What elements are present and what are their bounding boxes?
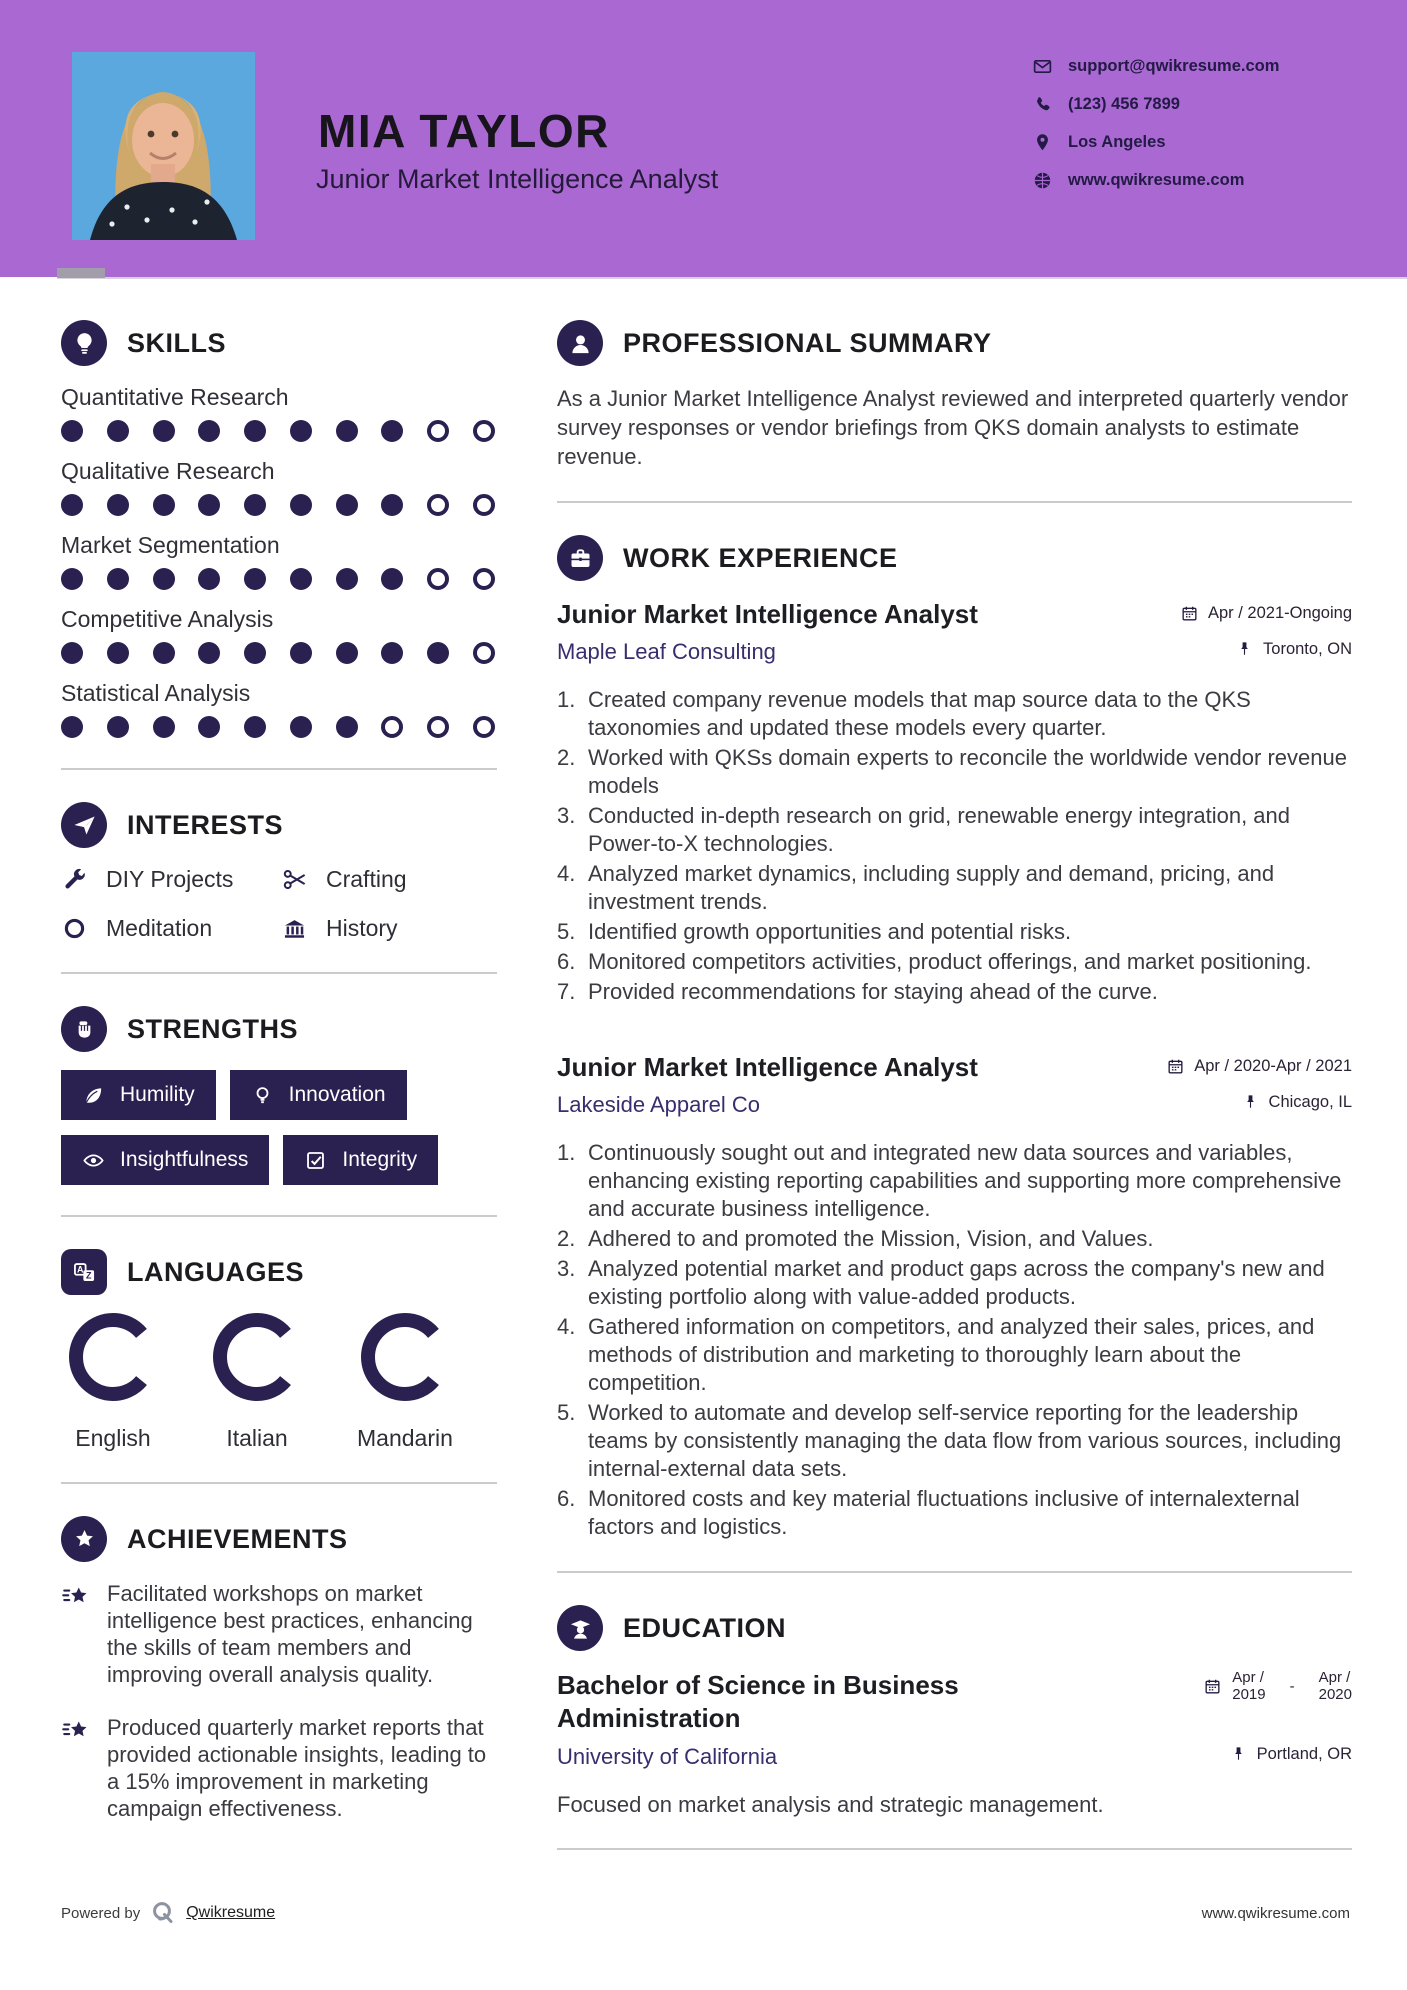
language-label: English — [75, 1425, 151, 1451]
rating-dot-filled — [290, 420, 312, 442]
skills-heading: SKILLS — [127, 327, 227, 358]
job-date — [1180, 604, 1352, 623]
education-dates — [1203, 1669, 1352, 1703]
achievement-item — [61, 1714, 497, 1822]
skill-label: Qualitative Research — [61, 458, 275, 484]
strength-humility — [61, 1070, 216, 1120]
rating-dot-filled — [381, 420, 403, 442]
powered-by-label: Powered by — [61, 1904, 141, 1922]
rating-dot-filled — [336, 420, 358, 442]
job-entry-1 — [557, 599, 1352, 1006]
strength-insightfulness — [61, 1135, 269, 1185]
rating-dot-filled — [381, 494, 403, 516]
calendar-icon — [1166, 1057, 1185, 1076]
languages-heading: LANGUAGES — [127, 1256, 305, 1287]
rating-dot-filled — [244, 642, 266, 664]
language-item — [213, 1313, 301, 1452]
interest-history — [281, 915, 497, 942]
edu-date-start-year: 2019 — [1232, 1686, 1266, 1703]
sidebar — [61, 320, 497, 1848]
interest-label: DIY Projects — [106, 866, 234, 892]
skill-item — [61, 532, 497, 590]
strengths-row-1 — [61, 1070, 497, 1120]
contact-location — [1032, 132, 1279, 153]
language-level-ring — [69, 1313, 157, 1401]
rating-dot-filled — [61, 420, 83, 442]
strengths-section-header — [61, 1006, 497, 1052]
job-bullet: Worked with QKSs domain experts to reconcile the worldwide vendor revenue models — [588, 745, 1347, 798]
person-icon — [557, 320, 603, 366]
languages-list — [61, 1313, 497, 1452]
education-entry — [557, 1669, 1352, 1735]
scissors-icon — [281, 866, 308, 893]
language-label: Mandarin — [357, 1425, 453, 1451]
job-date-text: Apr / 2021-Ongoing — [1207, 604, 1352, 622]
rating-dot-filled — [290, 568, 312, 590]
calendar-icon — [1180, 604, 1199, 623]
checkbox-icon — [304, 1149, 327, 1172]
rating-dot-empty — [473, 420, 495, 442]
strength-label: Insightfulness — [120, 1148, 249, 1171]
translate-icon — [61, 1249, 107, 1295]
job-bullet: Analyzed market dynamics, including supply and demand, pricing, and investment trends. — [588, 861, 1275, 914]
strength-label: Integrity — [342, 1148, 418, 1171]
rating-dot-empty — [473, 494, 495, 516]
rating-dot-empty — [427, 420, 449, 442]
contact-block — [1032, 56, 1279, 191]
section-divider — [61, 1482, 497, 1484]
language-level-ring — [361, 1313, 449, 1401]
achievements-heading: ACHIEVEMENTS — [127, 1523, 348, 1554]
svg-text:A: A — [76, 1264, 83, 1274]
contact-email — [1032, 56, 1279, 77]
location-icon — [1032, 132, 1053, 153]
language-item — [69, 1313, 157, 1452]
rating-dot-filled — [290, 642, 312, 664]
phone-icon — [1032, 94, 1053, 115]
rating-dot-filled — [381, 568, 403, 590]
rating-dot-empty — [427, 716, 449, 738]
job-bullet: Conducted in-depth research on grid, renewable energy integration, and Power-to-X technologies. — [588, 803, 1291, 856]
svg-text:Z: Z — [85, 1270, 92, 1281]
job-bullet: Analyzed potential market and product gaps across the company's new and existing portfolio along with value-added products. — [588, 1256, 1325, 1309]
rating-dot-filled — [244, 716, 266, 738]
experience-section-header — [557, 535, 1352, 581]
skill-label: Market Segmentation — [61, 532, 280, 558]
job-date — [1166, 1057, 1352, 1076]
skill-label: Statistical Analysis — [61, 680, 251, 706]
candidate-title: Junior Market Intelligence Analyst — [316, 164, 719, 194]
job-bullet: Gathered information on competitors, and analyzed their sales, prices, and methods of distribution and marketing to thoroughly learn about the competition. — [588, 1314, 1315, 1395]
skill-item — [61, 384, 497, 442]
skill-rating-dots — [61, 568, 495, 590]
summary-text: As a Junior Market Intelligence Analyst reviewed and interpreted quarterly vendor survey responses or vendor briefings from QKS domain analysts to estimate revenue. — [557, 386, 1349, 469]
page-edge-shadow — [57, 277, 1407, 279]
footer — [61, 1900, 1350, 1926]
star-icon — [61, 1516, 107, 1562]
email-icon — [1032, 56, 1053, 77]
interest-label: Crafting — [326, 866, 407, 892]
strength-label: Innovation — [288, 1083, 386, 1106]
job-bullet: Identified growth opportunities and potential risks. — [588, 919, 1072, 944]
section-divider — [557, 1848, 1352, 1850]
pushpin-icon — [1235, 640, 1254, 659]
skills-section-header — [61, 320, 497, 366]
skill-item — [61, 458, 497, 516]
job-bullet: Adhered to and promoted the Mission, Vision, and Values. — [588, 1226, 1154, 1251]
briefcase-icon — [557, 535, 603, 581]
candidate-name: MIA TAYLOR — [318, 105, 610, 157]
fist-icon — [61, 1006, 107, 1052]
rating-dot-filled — [61, 716, 83, 738]
job-date-text: Apr / 2020-Apr / 2021 — [1194, 1057, 1352, 1075]
rating-dot-filled — [107, 494, 129, 516]
interest-meditation — [61, 915, 281, 942]
job-location-text: Toronto, ON — [1263, 640, 1352, 658]
job-bullet: Worked to automate and develop self-service reporting for the leadership teams by consistently managing the data flow from various sources, including internal-external data sets. — [588, 1400, 1342, 1481]
interest-label: Meditation — [106, 915, 213, 941]
rating-dot-filled — [153, 642, 175, 664]
calendar-icon — [1203, 1677, 1222, 1696]
rating-dot-filled — [198, 568, 220, 590]
rating-dot-filled — [61, 642, 83, 664]
education-location-text: Portland, OR — [1256, 1745, 1352, 1763]
pushpin-icon — [1229, 1745, 1248, 1764]
strength-innovation — [230, 1070, 407, 1120]
strength-integrity — [283, 1135, 438, 1185]
job-bullets — [557, 686, 1352, 1006]
job-bullets — [557, 1139, 1352, 1541]
section-divider — [557, 501, 1352, 503]
job-location — [1241, 1093, 1352, 1112]
rating-dot-filled — [381, 642, 403, 664]
rating-dot-filled — [427, 642, 449, 664]
contact-email-text: support@qwikresume.com — [1068, 57, 1280, 75]
qwikresume-logo-icon — [150, 1900, 176, 1926]
qwikresume-link[interactable]: Qwikresume — [186, 1904, 276, 1921]
rating-dot-filled — [244, 568, 266, 590]
job-bullet: Created company revenue models that map source data to the QKS taxonomies and updated these models every quarter. — [588, 687, 1251, 740]
interests-heading: INTERESTS — [127, 809, 284, 840]
section-divider — [61, 1215, 497, 1217]
education-heading: EDUCATION — [623, 1612, 786, 1643]
skill-rating-dots — [61, 642, 495, 664]
rating-dot-filled — [290, 716, 312, 738]
skill-item — [61, 606, 497, 664]
rating-dot-filled — [244, 420, 266, 442]
shooting-star-icon — [61, 1715, 91, 1745]
rating-dot-filled — [153, 568, 175, 590]
achievement-text: Produced quarterly market reports that provided actionable insights, leading to a 15% improvement in marketing campaign effectiveness. — [107, 1715, 487, 1821]
museum-icon — [281, 915, 308, 942]
achievement-text: Facilitated workshops on market intelligence best practices, enhancing the skills of team members and improving overall analysis quality. — [107, 1581, 473, 1687]
section-divider — [557, 1571, 1352, 1573]
edu-date-end-year: 2020 — [1318, 1686, 1352, 1703]
rating-dot-filled — [61, 494, 83, 516]
rating-dot-filled — [244, 494, 266, 516]
skill-label: Quantitative Research — [61, 384, 289, 410]
rating-dot-filled — [336, 494, 358, 516]
achievements-list — [61, 1580, 497, 1822]
rating-dot-filled — [107, 642, 129, 664]
graduate-icon — [557, 1605, 603, 1651]
section-divider — [61, 768, 497, 770]
skills-list — [61, 384, 497, 738]
skill-item — [61, 680, 497, 738]
rating-dot-empty — [473, 716, 495, 738]
rating-dot-filled — [290, 494, 312, 516]
language-level-ring — [213, 1313, 301, 1401]
job-location — [1235, 640, 1352, 659]
job-bullet: Monitored costs and key material fluctuations inclusive of internalexternal factors and logistics. — [588, 1486, 1300, 1539]
interests-section-header — [61, 802, 497, 848]
edu-date-start-month: Apr / — [1232, 1669, 1264, 1686]
language-item — [357, 1313, 453, 1452]
rating-dot-empty — [473, 642, 495, 664]
contact-website-text: www.qwikresume.com — [1068, 171, 1245, 189]
summary-section-header — [557, 320, 1352, 366]
rating-dot-empty — [427, 494, 449, 516]
rating-dot-filled — [198, 642, 220, 664]
job-location-text: Chicago, IL — [1268, 1093, 1352, 1111]
achievements-section-header — [61, 1516, 497, 1562]
experience-heading: WORK EXPERIENCE — [623, 542, 898, 573]
paper-plane-icon — [61, 802, 107, 848]
job-bullet: Continuously sought out and integrated new data sources and variables, enhancing existing reporting capabilities and supporting more comprehensive and accurate business intelligence. — [588, 1140, 1342, 1221]
pushpin-icon — [1241, 1093, 1260, 1112]
rating-dot-filled — [336, 642, 358, 664]
rating-dot-filled — [198, 716, 220, 738]
job-bullet: Monitored competitors activities, product offerings, and market positioning. — [588, 949, 1312, 974]
language-label: Italian — [226, 1425, 288, 1451]
rating-dot-filled — [107, 568, 129, 590]
footer-website: www.qwikresume.com — [1201, 1904, 1350, 1922]
achievement-item — [61, 1580, 497, 1688]
company-link[interactable]: Lakeside Apparel Co — [557, 1092, 761, 1117]
rating-dot-filled — [61, 568, 83, 590]
degree-title: Bachelor of Science in Business Administration — [557, 1670, 959, 1733]
job-entry-2 — [557, 1052, 1352, 1541]
rating-dot-filled — [198, 494, 220, 516]
eye-icon — [82, 1149, 105, 1172]
summary-heading: PROFESSIONAL SUMMARY — [623, 327, 992, 358]
lightbulb-icon — [61, 320, 107, 366]
rating-dot-filled — [107, 716, 129, 738]
skill-rating-dots — [61, 420, 495, 442]
rating-dot-filled — [153, 716, 175, 738]
edu-date-separator: - — [1289, 1677, 1295, 1695]
main-content — [557, 320, 1352, 1882]
job-title: Junior Market Intelligence Analyst — [557, 599, 978, 629]
section-divider — [61, 972, 497, 974]
shooting-star-icon — [61, 1581, 91, 1611]
rating-dot-filled — [336, 568, 358, 590]
rating-dot-empty — [427, 568, 449, 590]
wrench-icon — [61, 866, 88, 893]
interests-list — [61, 866, 497, 942]
page-edge-notch — [57, 268, 105, 278]
strengths-row-2 — [61, 1135, 497, 1185]
contact-location-text: Los Angeles — [1068, 133, 1166, 151]
circle-icon — [61, 915, 88, 942]
interest-crafting — [281, 866, 497, 893]
contact-phone — [1032, 94, 1279, 115]
profile-photo — [72, 52, 255, 240]
education-section-header — [557, 1605, 1352, 1651]
leaf-icon — [82, 1084, 105, 1107]
edu-date-end-month: Apr / — [1318, 1669, 1351, 1686]
rating-dot-filled — [336, 716, 358, 738]
languages-section-header — [61, 1249, 497, 1295]
education-note: Focused on market analysis and strategic management. — [557, 1792, 1104, 1817]
contact-phone-text: (123) 456 7899 — [1068, 95, 1180, 113]
rating-dot-filled — [198, 420, 220, 442]
bulb-icon — [251, 1084, 274, 1107]
skill-label: Competitive Analysis — [61, 606, 274, 632]
strengths-heading: STRENGTHS — [127, 1013, 299, 1044]
rating-dot-filled — [107, 420, 129, 442]
rating-dot-empty — [473, 568, 495, 590]
rating-dot-filled — [153, 420, 175, 442]
globe-icon — [1032, 170, 1053, 191]
skill-rating-dots — [61, 716, 495, 738]
job-bullet: Provided recommendations for staying ahead of the curve. — [588, 979, 1158, 1004]
contact-website — [1032, 170, 1279, 191]
school-link[interactable]: University of California — [557, 1744, 778, 1769]
education-location — [1229, 1745, 1352, 1764]
interest-diy-projects — [61, 866, 281, 893]
rating-dot-filled — [153, 494, 175, 516]
job-title: Junior Market Intelligence Analyst — [557, 1052, 978, 1082]
company-link[interactable]: Maple Leaf Consulting — [557, 639, 776, 664]
interest-label: History — [326, 915, 398, 941]
rating-dot-empty — [381, 716, 403, 738]
skill-rating-dots — [61, 494, 495, 516]
strength-label: Humility — [120, 1083, 195, 1106]
header-banner — [0, 0, 1407, 277]
